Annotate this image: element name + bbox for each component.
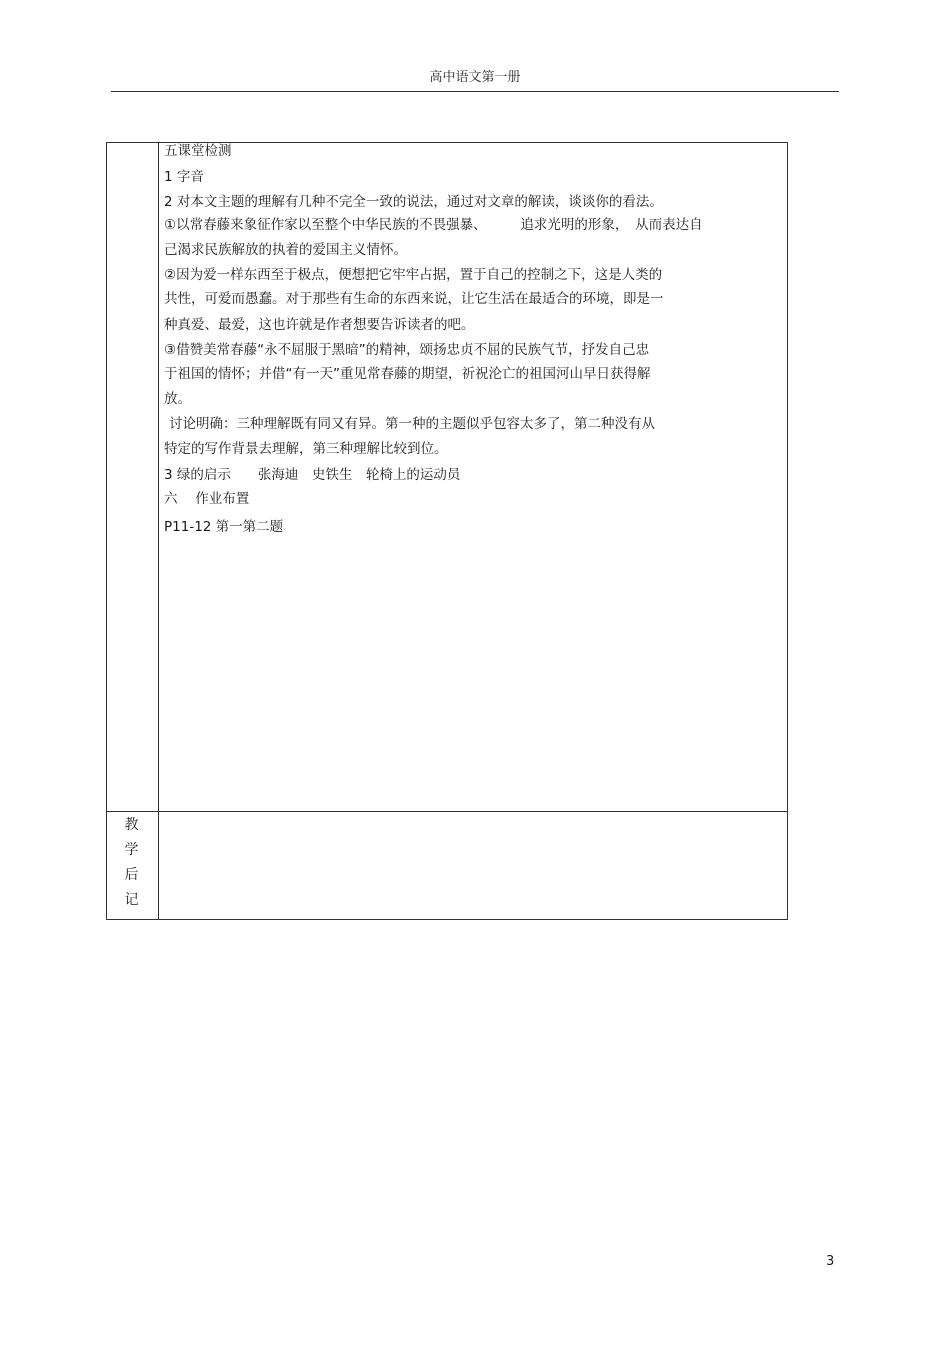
item1-pronunciation: 1 字音	[164, 169, 204, 185]
header-rule	[111, 91, 839, 92]
table-column-divider	[158, 143, 159, 919]
section6-title: 六 作业布置	[164, 491, 250, 507]
view3-line2: 于祖国的情怀；并借“有一天”重见常春藤的期望，祈祝沦亡的祖国河山早日获得解	[164, 366, 651, 382]
homework-assignment: P11-12 第一第二题	[164, 519, 284, 535]
discussion-line1: 讨论明确：三种理解既有同又有异。第一种的主题似乎包容太多了，第二种没有从	[169, 416, 655, 432]
postscript-char: 学	[124, 842, 139, 858]
postscript-char: 记	[124, 892, 139, 908]
view3-line3: 放。	[164, 391, 191, 407]
table-row-divider	[107, 811, 787, 812]
document-header-title: 高中语文第一册	[429, 70, 521, 85]
section5-title: 五课堂检测	[164, 143, 232, 159]
view2-line2: 共性，可爱而愚蠢。对于那些有生命的东西来说，让它生活在最适合的环境，即是一	[164, 291, 664, 307]
postscript-char: 后	[124, 867, 139, 883]
postscript-char: 教	[124, 817, 139, 833]
view3-line1: ③借赞美常春藤“永不屈服于黑暗”的精神，颂扬忠贞不屈的民族气节，抒发自己忠	[164, 342, 650, 358]
view2-line3: 种真爱、最爱，这也许就是作者想要告诉读者的吧。	[164, 317, 475, 333]
view2-line1: ②因为爱一样东西至于极点，便想把它牢牢占据，置于自己的控制之下，这是人类的	[164, 267, 663, 283]
item3-reading: 3 绿的启示 张海迪 史铁生 轮椅上的运动员	[164, 467, 461, 483]
page-number: 3	[826, 1254, 835, 1269]
item2-question: 2 对本文主题的理解有几种不完全一致的说法，通过对文章的解读，谈谈你的看法。	[164, 194, 663, 210]
discussion-line2: 特定的写作背景去理解，第三种理解比较到位。	[164, 441, 448, 457]
view1-line1: ①以常春藤来象征作家以至整个中华民族的不畏强暴、 追求光明的形象， 从而表达自	[164, 217, 703, 233]
teaching-postscript-label	[106, 811, 157, 920]
view1-line2: 己渴求民族解放的执着的爱国主义情怀。	[164, 242, 407, 258]
